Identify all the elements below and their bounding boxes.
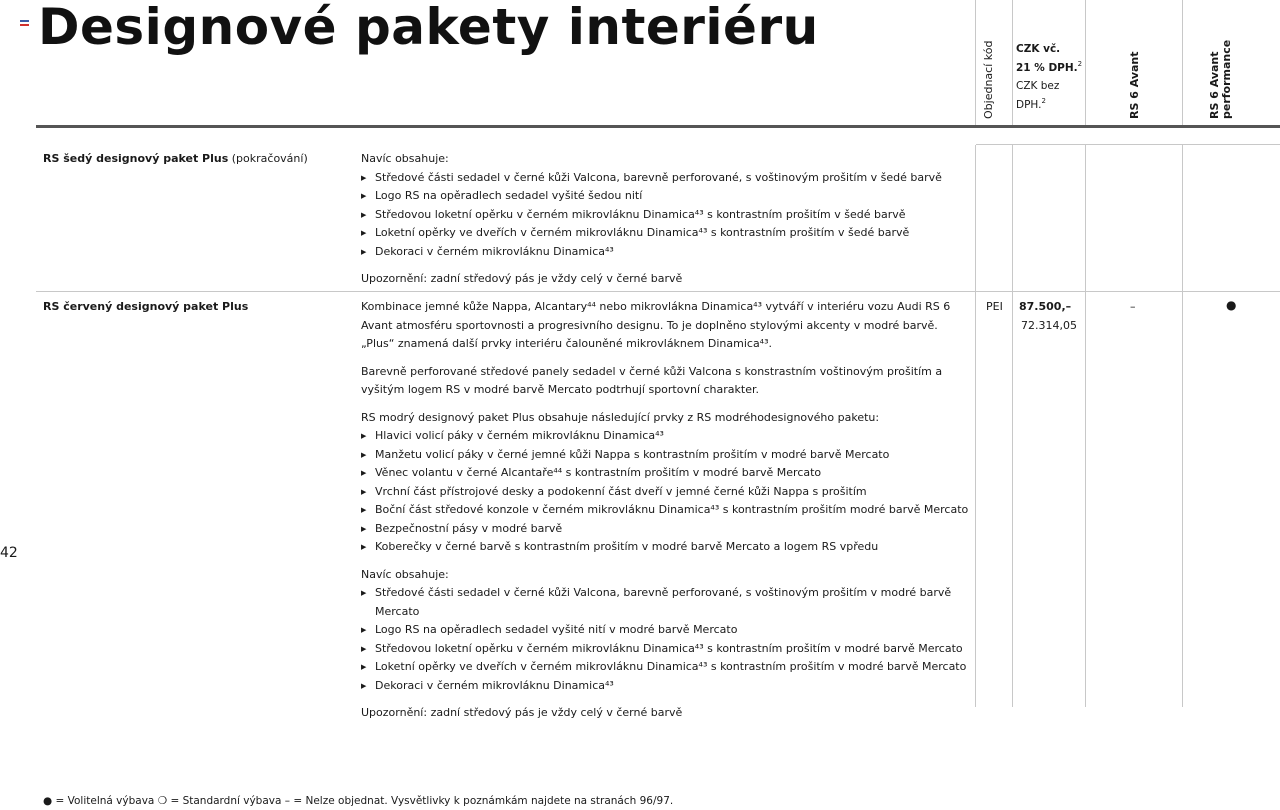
list-item: ▶ Logo RS na opěradlech sedadel vyšité šedou nití [361, 187, 971, 206]
list-item: ▶ Středovou loketní opěrku v černém mikrovláknu Dinamica⁴³ s kontrastním prošitím v modré barvě Mercato [361, 640, 971, 659]
row-divider [36, 291, 1280, 292]
list-item: ▶ Středové části sedadel v černé kůži Valcona, barevně perforované, s voštinovým prošitím v šedé barvě [361, 169, 971, 188]
price-vat-label-2: 21 % DPH. [1016, 61, 1078, 74]
row1-suffix: (pokračování) [228, 152, 308, 165]
page-number: 42 [0, 545, 18, 561]
price-novat-value: 72.314,05 [1021, 318, 1077, 332]
price-novat-label-2: DPH. [1016, 98, 1042, 111]
price-cell [1019, 298, 1077, 335]
price-vat-footnote: 2 [1077, 59, 1083, 68]
list-item: ▶ Věnec volantu v černé Alcantaře⁴⁴ s kontrastním prošitím v modré barvě Mercato [361, 464, 971, 483]
row-divider [976, 144, 1280, 145]
row1-bullets [361, 169, 971, 262]
list-item: ▶ Hlavici volicí páky v černém mikrovláknu Dinamica⁴³ [361, 427, 971, 446]
list-item: ▶ Loketní opěrky ve dveřích v černém mikrovláknu Dinamica⁴³ s kontrastním prošitím v šedé barvě [361, 224, 971, 243]
row1-description [361, 150, 971, 289]
list-item: ▶ Koberečky v černé barvě s kontrastním prošitím v modré barvě Mercato a logem RS vpředu [361, 538, 971, 557]
header-model-rs6-performance [1183, 0, 1280, 125]
row2-bullets-2 [361, 584, 971, 695]
header-rule [36, 125, 1280, 128]
list-item: ▶ Manžetu volicí páky v černé jemné kůži Nappa s kontrastním prošitím v modré barvě Mercato [361, 446, 971, 465]
order-code-value: PEI [986, 300, 1003, 313]
model-rs6-avant-label: RS 6 Avant [1128, 51, 1141, 119]
row1-title: RS šedý designový paket Plus [43, 152, 229, 165]
row1-note: Upozornění: zadní středový pás je vždy celý v černé barvě [361, 272, 683, 285]
flag-icon [20, 20, 29, 26]
row2-paragraph-2: Barevně perforované středové panely sedadel v černé kůži Valcona s konstrastním voštinovým prošitím a vyšitým logem RS v modré barvě Mercato podtrhují sportovní charakter. [361, 364, 943, 396]
model2-line1: RS 6 Avant [1208, 51, 1221, 119]
price-novat-footnote: 2 [1041, 96, 1046, 105]
list-item: ▶ Loketní opěrky ve dveřích v černém mikrovláknu Dinamica⁴³ s kontrastním prošitím v modré barvě Mercato [361, 658, 971, 677]
availability-rs6-performance: ● [1226, 298, 1237, 312]
column-divider [1182, 145, 1183, 707]
list-item: ▶ Vrchní část přístrojové desky a podokenní část dveří v jemné černé kůži Nappa s prošitím [361, 483, 971, 502]
list-item: ▶ Středovou loketní opěrku v černém mikrovláknu Dinamica⁴³ s kontrastním prošitím v šedé barvě [361, 206, 971, 225]
list-item: ▶ Středové části sedadel v černé kůži Valcona, barevně perforované, s voštinovým prošitím v modré barvě Mercato [361, 584, 971, 621]
legend-footer: ● = Volitelná výbava ❍ = Standardní výbava – = Nelze objednat. Vysvětlivky k poznámkám najdete na stranách 96/97. [43, 795, 674, 807]
model-rs6-performance-label [1209, 40, 1233, 119]
header-model-rs6-avant [1086, 0, 1182, 125]
row1-intro: Navíc obsahuje: [361, 152, 449, 165]
page-title: Designové pakety interiéru [38, 0, 819, 56]
row2-intro-2: Navíc obsahuje: [361, 567, 449, 581]
price-vat-value: 87.500,– [1019, 300, 1072, 313]
row2-title: RS červený designový paket Plus [43, 300, 249, 313]
price-novat-label-1: CZK bez [1016, 80, 1060, 92]
column-divider [975, 145, 976, 707]
row2-paragraph-1: Kombinace jemné kůže Nappa, Alcantary⁴⁴ nebo mikrovlákna Dinamica⁴³ vytváří v interiéru vozu Audi RS 6 Avant atmosféru sportovnosti a progresivního designu. To je doplněno stylovými akcenty v modré barvě. „Plus“ znamená další prvky interiéru čalouněné mikrovláknem Dinamica⁴³. [361, 300, 951, 350]
list-item: ▶ Bezpečnostní pásy v modré barvě [361, 520, 971, 539]
list-item: ▶ Logo RS na opěradlech sedadel vyšité nití v modré barvě Mercato [361, 621, 971, 640]
availability-rs6-avant: – [1130, 300, 1136, 313]
column-divider [1085, 145, 1086, 707]
row1-name [43, 150, 353, 169]
row2-intro-1: RS modrý designový paket Plus obsahuje následující prvky z RS modréhodesignového paketu: [361, 410, 880, 424]
list-item: ▶ Dekoraci v černém mikrovláknu Dinamica⁴³ [361, 243, 971, 262]
row2-bullets-1 [361, 427, 971, 557]
row2-description [361, 298, 971, 723]
header-order-code [976, 0, 1012, 125]
order-code-label: Objednací kód [982, 40, 995, 119]
header-price [1016, 40, 1082, 114]
list-item: ▶ Dekoraci v černém mikrovláknu Dinamica⁴³ [361, 677, 971, 696]
column-divider [1012, 145, 1013, 707]
price-vat-label-1: CZK vč. [1016, 43, 1061, 55]
model2-line2: performance [1220, 39, 1233, 119]
row2-note: Upozornění: zadní středový pás je vždy celý v černé barvě [361, 706, 683, 719]
list-item: ▶ Boční část středové konzole v černém mikrovláknu Dinamica⁴³ s kontrastním prošitím modré barvě Mercato [361, 501, 971, 520]
column-divider [1012, 0, 1013, 128]
